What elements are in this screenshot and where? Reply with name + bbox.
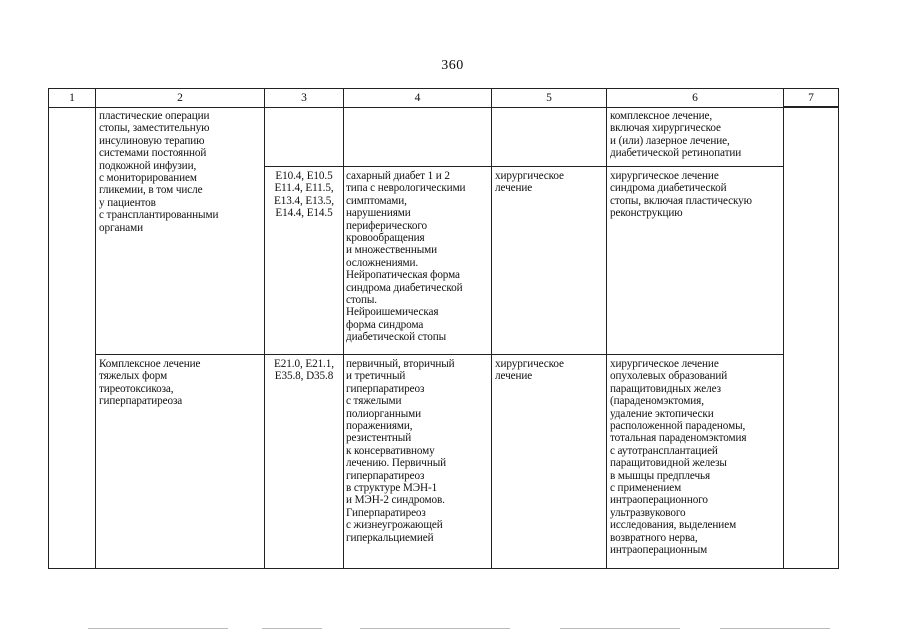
header-col-5: 5 (546, 92, 552, 104)
col-divider-6-7 (783, 89, 784, 568)
row1-method-name: пластические операции стопы, заместительную инсулиновую терапию системами постоянной подкожной инфузии, с мониторированием гликемии, в том числе у пациентов с трансплантированными органами (99, 110, 219, 234)
row1-treatment-type: хирургическое лечение (495, 170, 564, 195)
col-divider-5-6 (606, 89, 607, 568)
col-divider-4-5 (491, 89, 492, 568)
col-divider-3-4 (343, 89, 344, 568)
medical-care-table (48, 88, 839, 569)
row-rule-full (95, 354, 783, 355)
row2-treatment-method: хирургическое лечение опухолевых образований паращитовидных желез (параденомэктомия, удаление эктопически расположенной параденомы, тотальная параденомэктомия с аутотрансплантацией паращитовидной железы в мышцы предплечья с применением интраоперационного ультразвукового исследования, выделением возвратного нерва, интраоперационным (610, 358, 747, 557)
row2-patient-model: первичный, вторичный и третичный гиперпаратиреоз с тяжелыми полиорганными поражениями, резистентный к консервативному лечению. Первичный гиперпаратиреоз в структуре МЭН-1 и МЭН-2 синдромов. Гиперпаратиреоз с жизнеугрожающей гиперкальциемией (346, 358, 455, 544)
header-col-1: 1 (69, 92, 75, 104)
header-col-2: 2 (177, 92, 183, 104)
row2-icd-codes: E21.0, E21.1, E35.8, D35.8 (274, 358, 334, 383)
row1-treatment-top: комплексное лечение, включая хирургическое и (или) лазерное лечение, диабетической ретинопатии (610, 110, 742, 160)
col-divider-2-3 (264, 89, 265, 568)
header-col-6: 6 (692, 92, 698, 104)
row1-patient-model: сахарный диабет 1 и 2 типа с неврологическими симптомами, нарушениями периферического кровообращения и множественными осложнениями. Нейропатическая форма синдрома диабетической стопы. Нейроишемическая форма синдрома диабетической стопы (346, 170, 466, 344)
row2-treatment-type: хирургическое лечение (495, 358, 564, 383)
row2-method-name: Комплексное лечение тяжелых форм тиреотоксикоза, гиперпаратиреоза (99, 358, 201, 408)
scan-edge-lines (0, 628, 905, 630)
header-rule (49, 107, 838, 108)
col-divider-1-2 (95, 89, 96, 568)
row-rule-partial (264, 166, 783, 167)
row1-treatment-method: хирургическое лечение синдрома диабетической стопы, включая пластическую реконструкцию (610, 170, 752, 220)
header-col-4: 4 (414, 92, 421, 104)
header-col-3: 3 (301, 92, 307, 104)
header-col-7: 7 (808, 92, 814, 104)
row1-icd-codes: E10.4, E10.5 E11.4, E11.5, E13.4, E13.5, E14.4, E14.5 (274, 170, 334, 220)
page-number: 360 (441, 58, 464, 73)
